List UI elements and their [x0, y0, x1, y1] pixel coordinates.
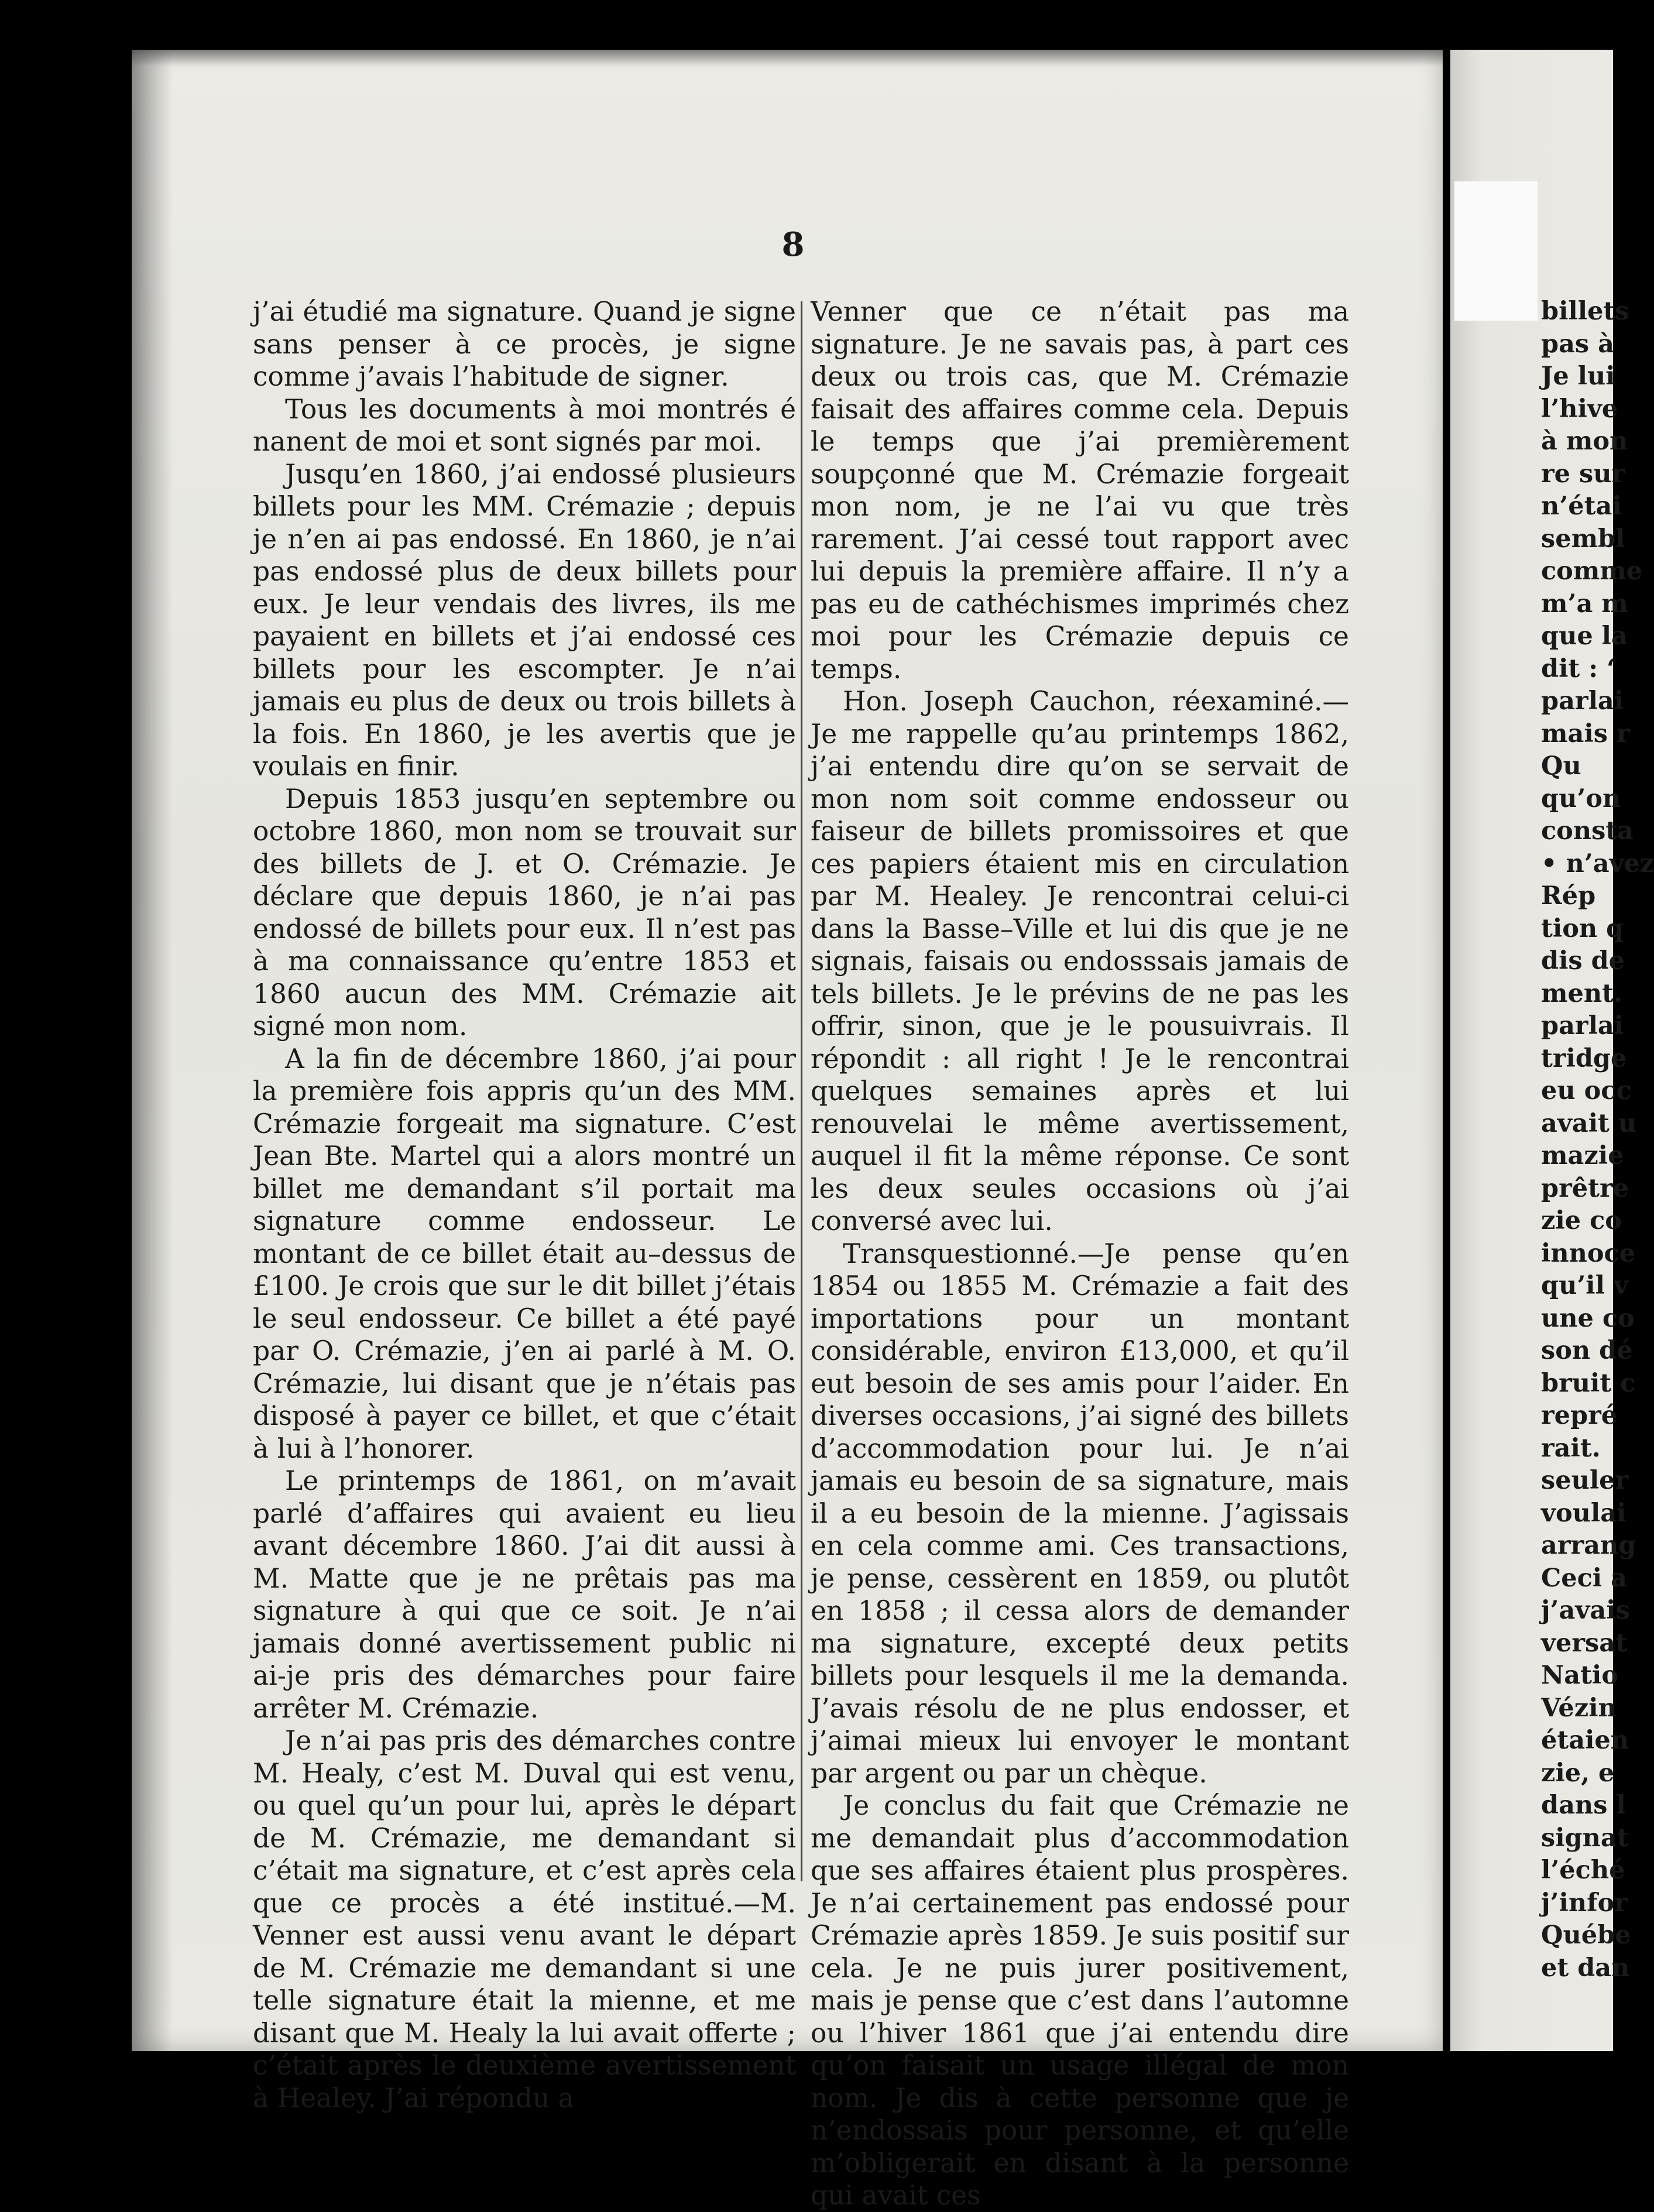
- facing-page-line: parlai: [1541, 686, 1624, 716]
- facing-page-line: ment.: [1541, 978, 1622, 1008]
- facing-page-line: une co: [1541, 1303, 1635, 1333]
- facing-page-line: dans l: [1541, 1791, 1626, 1820]
- left-column-paragraph-6: Le printemps de 1861, on m’avait parlé d’affaires qui avaient eu lieu avant décembre 1860. J’ai dit aussi à M. Matte que je ne prêtais pas ma signature à qui que ce soit. Je n’ai jamais donné avertissement public ni ai-je pris des démarches pour faire arrêter M. Crémazie.: [253, 1465, 796, 1724]
- facing-page-line: l’éché: [1541, 1856, 1625, 1885]
- facing-page-line: j’infor: [1541, 1888, 1628, 1918]
- left-column-paragraph-7: Je n’ai pas pris des démarches contre M. Healy, c’est M. Duval qui est venu, ou quel qu’un pour lui, après le départ de M. Crémazie, me demandant si c’était ma signature, et c’est après cela que ce procès a été institué.—M. Venner est aussi venu avant le départ de M. Crémazie me demandant si une telle signature était la mienne, et me disant que M. Healy la lui avait offerte ; c’était après le deuxième avertissement à Healey. J’ai répondu a: [253, 1725, 796, 2114]
- facing-page-line: • n’avez: [1541, 849, 1654, 878]
- facing-page-line: parlai: [1541, 1011, 1624, 1040]
- facing-page-line: comme: [1541, 557, 1643, 586]
- middle-column-paragraph-4: Je conclus du fait que Crémazie ne me demandait plus d’accommodation que ses affaires étaient plus prospères. Je n’ai certainement pas endossé pour Crémazie après 1859. Je suis positif sur cela. Je ne puis jurer positivement, mais je pense que c’est dans l’automne ou l’hiver 1861 que j’ai entendu dire qu’on faisait un usage illégal de mon nom. Je dis à cette personne que je n’endossais pour personne, et qu’elle m’obligerait en disant à la personne qui avait ces: [811, 1790, 1349, 2211]
- facing-page-line: Québe: [1541, 1921, 1631, 1950]
- facing-page-line: Qu: [1541, 751, 1581, 781]
- facing-page-line: innoce: [1541, 1238, 1636, 1268]
- facing-page-line: son dé: [1541, 1336, 1633, 1365]
- facing-page-line: à mon: [1541, 427, 1628, 456]
- facing-page-line: bruit c: [1541, 1368, 1636, 1398]
- facing-page-line: Je lui: [1541, 362, 1615, 391]
- facing-page-line: étaien: [1541, 1726, 1629, 1755]
- left-column-paragraph-3: Jusqu’en 1860, j’ai endossé plusieurs billets pour les MM. Crémazie ; depuis je n’en ai pas endossé. En 1860, je n’ai pas endossé plus de deux billets pour eux. Je leur vendais des livres, ils me payaient en billets et j’ai endossé ces billets pour les escompter. Je n’ai jamais eu plus de deux ou trois billets à la fois. En 1860, je les avertis que je voulais en finir.: [253, 458, 796, 782]
- left-column-paragraph-1: j’ai étudié ma signature. Quand je signe sans penser à ce procès, je signe comme j’avais l’habitude de signer.: [253, 296, 796, 392]
- left-column-paragraph-2: Tous les documents à moi montrés é nanent de moi et sont signés par moi.: [253, 393, 796, 457]
- column-divider: [801, 301, 802, 1881]
- page-gutter-shadow: [132, 50, 173, 2051]
- facing-page-line: prêtre: [1541, 1173, 1629, 1203]
- facing-page-line: n’étai: [1541, 492, 1622, 521]
- facing-page-line: zie, e: [1541, 1758, 1615, 1788]
- facing-page-line: zie co: [1541, 1206, 1622, 1235]
- facing-page-text: [1541, 296, 1654, 1984]
- facing-page-line: voulai: [1541, 1498, 1626, 1528]
- facing-page-line: signat: [1541, 1823, 1629, 1853]
- left-column-paragraph-4: Depuis 1853 jusqu’en septembre ou octobre 1860, mon nom se trouvait sur des billets de J. et O. Crémazie. Je déclare que depuis 1860, je n’ai pas endossé de billets pour eux. Il n’est pas à ma connaissance qu’entre 1853 et 1860 aucun des MM. Crémazie ait signé mon nom.: [253, 783, 796, 1042]
- left-column: [253, 296, 796, 2114]
- facing-page-line: mais r: [1541, 719, 1630, 748]
- page-top-shadow: [132, 50, 1443, 66]
- facing-page-line: qu’on: [1541, 784, 1621, 813]
- page-number: 8: [781, 225, 805, 264]
- facing-page-line: pas à: [1541, 329, 1614, 359]
- facing-page-line: Rép: [1541, 881, 1596, 911]
- facing-page-line: Ceci a: [1541, 1563, 1627, 1593]
- facing-page-line: sembl: [1541, 524, 1625, 554]
- facing-page-line: repré: [1541, 1401, 1618, 1430]
- facing-page-line: j’avais: [1541, 1596, 1630, 1625]
- facing-page-line: Natio: [1541, 1661, 1619, 1690]
- facing-page-line: qu’il v: [1541, 1271, 1628, 1300]
- facing-page-line: consta: [1541, 816, 1634, 846]
- facing-page-line: l’hive: [1541, 394, 1618, 424]
- facing-page-line: Vézin: [1541, 1693, 1617, 1723]
- facing-page-line: tion q: [1541, 913, 1624, 943]
- facing-page-line: m’a m: [1541, 589, 1628, 619]
- middle-column-paragraph-1: Venner que ce n’était pas ma signature. Je ne savais pas, à part ces deux ou trois cas, que M. Crémazie faisait des affaires comme cela. Depuis le temps que j’ai premièrement soupçonné que M. Crémazie forgeait mon nom, je ne l’ai vu que très rarement. J’ai cessé tout rapport avec lui depuis la première affaire. Il n’y a pas eu de cathéchismes imprimés chez moi pour les Crémazie depuis ce temps.: [811, 296, 1349, 685]
- facing-page-line: seuler: [1541, 1466, 1629, 1495]
- middle-column-paragraph-2: Hon. Joseph Cauchon, réexaminé.—Je me rappelle qu’au printemps 1862, j’ai entendu dire qu’on se servait de mon nom soit comme endosseur ou faiseur de billets promissoires et que ces papiers étaient mis en circulation par M. Healey. Je rencontrai celui-ci dans la Basse–Ville et lui dis que je ne signais, faisais ou endosssais jamais de tels billets. Je le prévins de ne pas les offrir, sinon, que je le pousuivrais. Il répondit : all right ! Je le rencontrai quelques semaines après et lui renouvelai le même avertissement, auquel il fit la même réponse. Ce sont les deux seules occasions où j’ai conversé avec lui.: [811, 686, 1349, 1236]
- facing-page-line: tridge: [1541, 1043, 1627, 1073]
- facing-page-line: dit : ‘: [1541, 654, 1616, 683]
- facing-page-line: arrang: [1541, 1531, 1636, 1560]
- facing-page-line: eu occ: [1541, 1076, 1632, 1105]
- middle-column-paragraph-3: Transquestionné.—Je pense qu’en 1854 ou 1855 M. Crémazie a fait des importations pour un montant considérable, environ £13,000, et qu’il eut besoin de ses amis pour l’aider. En diverses occasions, j’ai signé des billets d’accommodation pour lui. Je n’ai jamais eu besoin de sa signature, mais il a eu besoin de la mienne. J’agissais en cela comme ami. Ces transactions, je pense, cessèrent en 1859, ou plutôt en 1858 ; il cessa alors de demander ma signature, excepté deux petits billets pour lesquels il me la demanda. J’avais résolu de ne plus endosser, et j’aimai mieux lui envoyer le montant par argent ou par un chèque.: [811, 1238, 1349, 1789]
- facing-page-line: rait.: [1541, 1433, 1601, 1463]
- paper-slip: [1454, 181, 1538, 321]
- facing-page-line: billets: [1541, 297, 1629, 326]
- facing-page-line: versat: [1541, 1628, 1627, 1658]
- facing-page-line: mazie: [1541, 1141, 1624, 1170]
- facing-page-line: avait u: [1541, 1108, 1637, 1138]
- left-column-paragraph-5: A la fin de décembre 1860, j’ai pour la première fois appris qu’un des MM. Crémazie forgeait ma signature. C’est Jean Bte. Martel qui a alors montré un billet me demandant s’il portait ma signature comme endosseur. Le montant de ce billet était au–dessus de £100. Je crois que sur le dit billet j’étais le seul endosseur. Ce billet a été payé par O. Crémazie, j’en ai parlé à M. O. Crémazie, lui disant que je n’étais pas disposé à payer ce billet, et que c’était à lui à l’honorer.: [253, 1043, 796, 1464]
- middle-column: [811, 296, 1349, 2212]
- facing-page-line: et dan: [1541, 1953, 1630, 1983]
- facing-page-line: que la: [1541, 621, 1628, 651]
- facing-page-line: re sur: [1541, 459, 1625, 489]
- facing-page-line: dis de: [1541, 946, 1625, 976]
